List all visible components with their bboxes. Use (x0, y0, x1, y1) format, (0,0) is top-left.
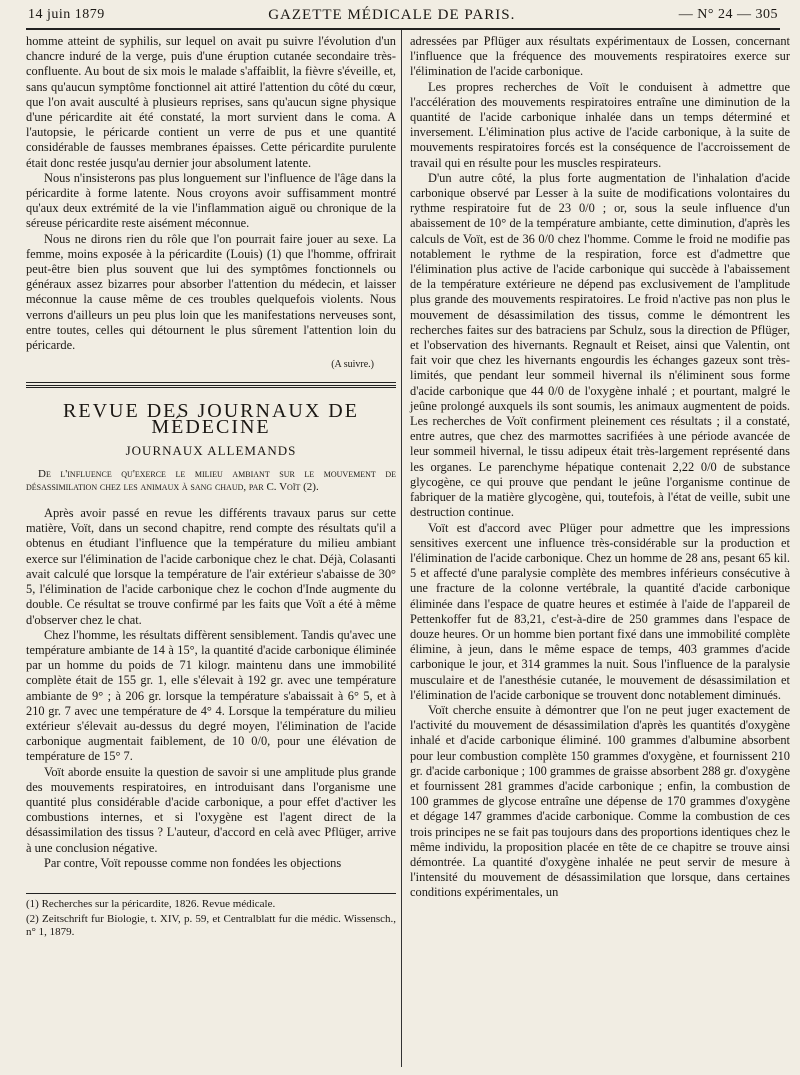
header-rule (26, 28, 780, 30)
paragraph: homme atteint de syphilis, sur lequel on avait pu suivre l'évolution d'un chancre induré de la verge, puis d'une éruption cutanée secondaire très-confluente. Au bout de six mois le malade s'affaiblit, la fièvre s'éveille, et, sans qu'aucun symptôme fonctionnel ait attiré l'attention du côté du cœur, que l'on avait ausculté à plusieurs reprises, sans qu'aucun signe physique d'une péricardite ait été constaté, la mort survient dans le coma. A l'autopsie, le péricarde contient un verre de pus et une quantité considérable de fausses membranes épaisses. Cette péricardite purulente était donc restée jusqu'au dernier jour absolument latente. (26, 34, 396, 170)
footnote: (2) Zeitschrift fur Biologie, t. XIV, p. 59, et Centralblatt fur die médic. Wissensch., n° 1, 1879. (26, 912, 396, 938)
section-double-rule (26, 385, 396, 390)
footnote: (1) Recherches sur la péricardite, 1826. Revue médicale. (26, 897, 276, 910)
issue-page-number: — N° 24 — 305 (678, 7, 778, 22)
paragraph: Après avoir passé en revue les différents travaux parus sur cette matière, Voït, dans un second chapitre, rend compte des résultats qu'il a obtenus en étudiant l'influence que la température du milieu ambiant exerce sur l'élimination de l'acide carbonique chez le chat. Déjà, Colasanti avait calculé que lorsque la température de l'air extérieur s'abaisse de 30° 5, l'élimination de l'acide carbonique chez le cochon d'Inde augmente du double. Ce résultat se trouve confirmé par les faits que Voït a été à même d'observer chez le chat. (26, 506, 396, 627)
section-subtitle: JOURNAUX ALLEMANDS (125, 442, 297, 458)
paragraph: Les propres recherches de Voït le conduisent à admettre que l'accélération des mouvements respiratoires entraîne une diminution de la quantité de l'acide carbonique inhalée dans un temps déterminé et inversement. L'élimination plus active de l'acide carbonique, à la suite de mouvements respiratoires forcés est la conséquence de l'accroissement de travail qui en résulte pour les muscles respirateurs. (410, 79, 790, 170)
paragraph: D'un autre côté, la plus forte augmentation de l'inhalation d'acide carbonique observé par Lesser à la suite de modifications volontaires du rythme respiratoire fut de 23 0/0 ; or, sous la seule influence d'un abaissement de 10° de la température ambiante, cette diminution, d'après les calculs de Voït, est de 36 0/0 chez l'homme. Comme le froid ne modifie pas notablement le rythme de la respiration, force est d'admettre que l'élimination plus active de l'acide carbonique qui succède à l'abaissement de la température extérieure ne dépend pas exclusivement de l'amplitude plus grande des mouvements respiratoires. Le froid n'active pas non plus le mouvement de désassimilation des tissus, comme le démontrent les recherches faites sur des batraciens par Schulz, sous la direction de Pflüger, et l'observation des hivernants. Regnault et Reiset, ainsi que Valentin, ont fait voir que chez les hivernants engourdis les échanges gazeux sont très-limités, que pendant leur sommeil hivernal ils n'éliminent sous forme d'acide carbonique que 44 0/0 de l'oxygène inhalé ; et pourtant, malgré le jeûne prolongé auxquels ils sont soumis, les animaux augmentent de poids. Les recherches de Voït confirment pleinement ces résultats ; il a constaté, entre autres, que chez des marmottes sacrifiées à une période avancée de leur sommeil hivernal, le tissu adipeux était très-largement représenté dans les organes. Le parenchyme hépatique contenait 2,22 0/0 de substance glycogène, ce qui prouve que pendant le jeûne l'organisme continue de fabriquer de la matière glycogène, qui, toutefois, à l'état de veille, subit une destruction continue. (410, 170, 790, 520)
paragraph: Voït cherche ensuite à démontrer que l'on ne peut juger exactement de l'activité du mouvement de désassimilation d'après les quantités d'oxygène inhalé et d'acide carbonique éliminé. 100 grammes d'albumine absorbent pour leur combustion complète 150 grammes d'oxygène, et fournissent 210 gr. d'acide carbonique ; 100 grammes de graisse absorbent 288 gr. d'oxygène et fournissent 281 grammes d'acide carbonique ; enfin, la combustion de 100 grammes de glycose entraîne une dépense de 170 grammes d'oxygène et dégage 147 grammes d'acide carbonique. Comme la combustion de ces trois principes ne se fait pas toujours dans des proportions identiques chez le même individu, la proposition placée en tête de ce chapitre se trouve ainsi démontrée. La quantité d'oxygène inhalée ne peut servir de mesure à l'intensité du mouvement de désassimilation que lorsque, dans certaines conditions expérimentales, un (410, 702, 790, 900)
page-header (28, 4, 778, 26)
right-column (410, 34, 790, 901)
journal-title: GAZETTE MÉDICALE DE PARIS. (268, 6, 516, 23)
paragraph: Par contre, Voït repousse comme non fondées les objections (44, 855, 342, 870)
paragraph: adressées par Pflüger aux résultats expérimentaux de Lossen, concernant l'influence que la fréquence des mouvements respiratoires exerce sur l'élimination de l'acide carbonique. (410, 34, 790, 79)
column-divider (401, 30, 402, 1067)
to-be-continued: (A suivre.) (331, 359, 374, 371)
article-title: De l'influence qu'exerce le milieu ambiant sur le mouvement de désassimilation chez les animaux à sang chaud, par C. Voït (2). (26, 468, 396, 494)
paragraph: Nous n'insisterons pas plus longuement sur l'influence de l'âge dans la péricardite à forme latente. Nous croyons avoir suffisamment montré qu'aux deux extrémité de la vie l'inflammation aiguë ou chronique de la séreuse péricardite reste aisément méconnue. (26, 170, 396, 231)
footnote-rule (26, 893, 396, 894)
left-column (26, 34, 396, 941)
section-title: REVUE DES JOURNAUX DE MÉDECINE (63, 400, 359, 438)
paragraph: Nous ne dirons rien du rôle que l'on pourrait faire jouer au sexe. La femme, moins exposée à la péricardite (Louis) (1) que l'homme, offrirait peut-être bien plus souvent que lui des symptômes fonctionnels ou généraux assez bizarres pour absorber l'attention du médecin, et laisser méconnue la cause même de ces troubles quelquefois violents. Nous verrons d'ailleurs un peu plus loin que les manifestations nerveuses sont, entre toutes, celles qui détournent le plus sûrement l'attention loin du péricarde. (26, 231, 396, 353)
header-date: 14 juin 1879 (28, 7, 105, 22)
section-rule (26, 382, 396, 383)
paragraph: Voït est d'accord avec Plüger pour admettre que les impressions sensitives exercent une influence très-considérable sur la production et l'élimination de l'acide carbonique. Chez un homme de 28 ans, pesant 65 kil. 5 et affecté d'une paralysie complète des membres inférieurs consécutive à une fracture de la colonne vertébrale, la quantité d'acide carbonique éliminée dans l'espace de quatre heures et estimée à l'aide de l'appareil de Pettenkoffer fut de 83,21, c'est-à-dire de 250 grammes dans l'espace de douze heures. Or un homme bien portant fixé dans une immobilité complète élimine, à jeun, dans le même espace de temps, 403 grammes d'acide carbonique le jour, et 314 grammes la nuit. Sous l'influence de la paralysie musculaire et de l'anesthésie cutanée, le mouvement de désassimilation et l'élimination de l'acide carbonique se trouvent donc notablement diminués. (410, 520, 790, 702)
paragraph: Voït aborde ensuite la question de savoir si une amplitude plus grande des mouvements respiratoires, en introduisant dans l'organisme une quantité plus considérable d'acide carbonique, a pour effet d'activer les combustions internes, et si l'oxygène est l'agent direct de la désassimilation des tissus ? L'auteur, d'accord en celà avec Pflüger, arrive à une conclusion négative. (26, 764, 396, 855)
paragraph: Chez l'homme, les résultats diffèrent sensiblement. Tandis qu'avec une température ambiante de 14 à 15°, la quantité d'acide carbonique éliminée par un homme du poids de 71 kilogr. maintenu dans une immobilité complète était de 155 gr. 1, elle s'élevait à 192 gr. avec une température ambiante de 9° ; à 206 gr. lorsque la température s'abaissait à 6° 5, et à 210 gr. 7 avec une température de 4° 4. Lorsque la température du milieu extérieur s'élevait au-dessus du degré moyen, l'élimination de l'acide carbonique augmentait faiblement, de 10 0/0, pour une élévation de température de 15° 7. (26, 627, 396, 764)
